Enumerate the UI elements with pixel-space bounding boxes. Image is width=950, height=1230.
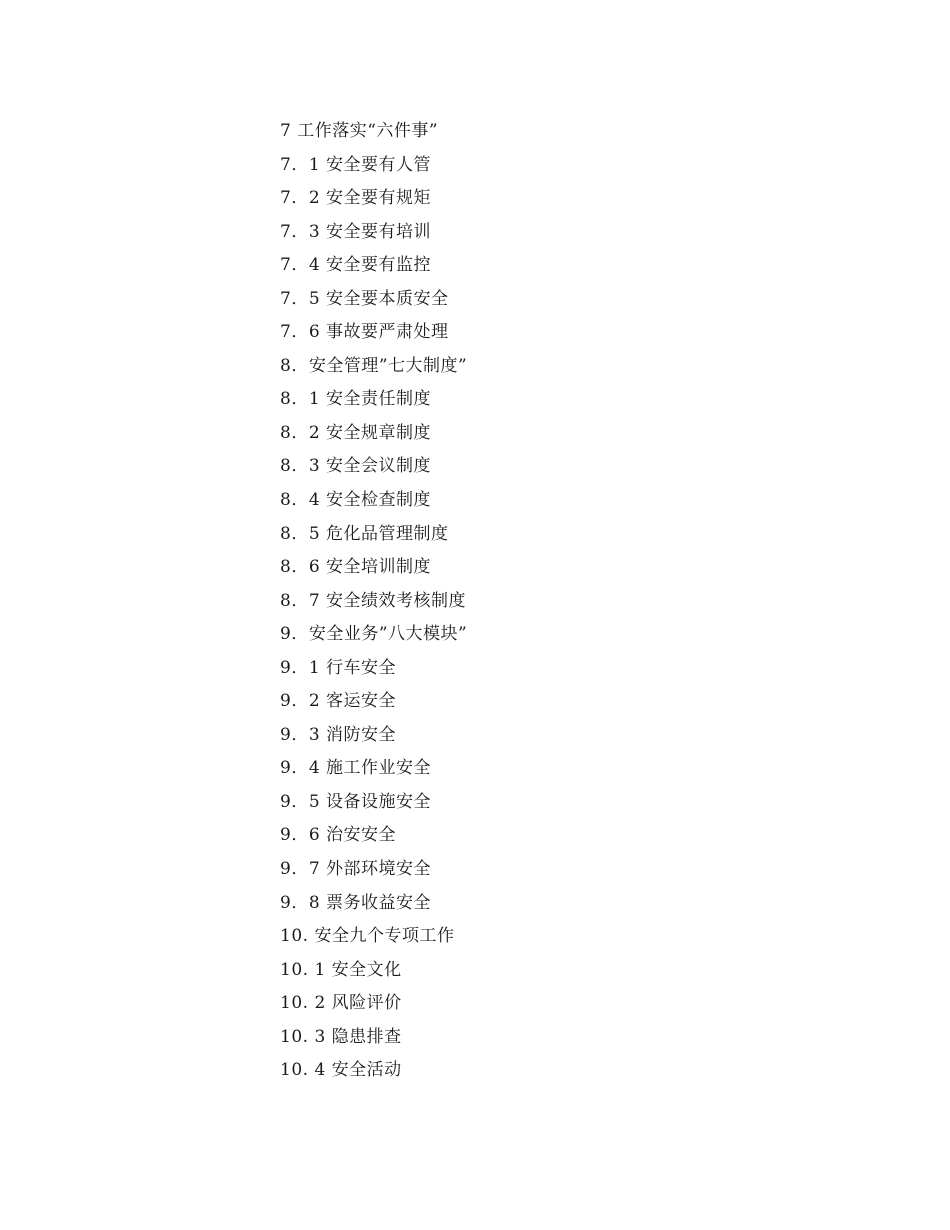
heading-9: 9．安全业务”八大模块”: [280, 624, 468, 645]
item-8-6: 8．6 安全培训制度: [280, 557, 432, 578]
item-10-1: 10. 1 安全文化: [280, 959, 402, 980]
item-7-5: 7．5 安全要本质安全: [280, 288, 449, 309]
item-7-3: 7．3 安全要有培训: [280, 221, 432, 242]
item-10-3: 10. 3 隐患排查: [280, 1026, 402, 1047]
item-7-6: 7．6 事故要严肃处理: [280, 322, 449, 343]
heading-7: 7 工作落实“六件事”: [280, 121, 439, 141]
item-8-3: 8．3 安全会议制度: [280, 456, 432, 477]
item-9-1: 9．1 行车安全: [280, 657, 397, 678]
item-7-4: 7．4 安全要有监控: [280, 255, 432, 276]
item-9-4: 9．4 施工作业安全: [280, 758, 432, 779]
item-7-2: 7．2 安全要有规矩: [280, 188, 432, 209]
item-8-5: 8．5 危化品管理制度: [280, 523, 449, 544]
item-9-8: 9．8 票务收益安全: [280, 892, 432, 913]
item-9-7: 9．7 外部环境安全: [280, 859, 432, 880]
item-9-5: 9．5 设备设施安全: [280, 791, 432, 812]
item-9-2: 9．2 客运安全: [280, 691, 397, 712]
item-10-4: 10. 4 安全活动: [280, 1060, 402, 1081]
item-9-6: 9．6 治安安全: [280, 825, 397, 846]
item-7-1: 7．1 安全要有人管: [280, 154, 432, 175]
item-8-4: 8．4 安全检查制度: [280, 490, 432, 511]
item-10-2: 10. 2 风险评价: [280, 993, 402, 1014]
heading-10: 10. 安全九个专项工作: [280, 926, 455, 947]
item-8-7: 8．7 安全绩效考核制度: [280, 590, 467, 611]
item-8-1: 8．1 安全责任制度: [280, 389, 432, 410]
heading-8: 8．安全管理”七大制度”: [280, 355, 468, 376]
item-8-2: 8．2 安全规章制度: [280, 422, 432, 443]
item-9-3: 9．3 消防安全: [280, 724, 397, 745]
safety-outline-list: [280, 115, 467, 1088]
